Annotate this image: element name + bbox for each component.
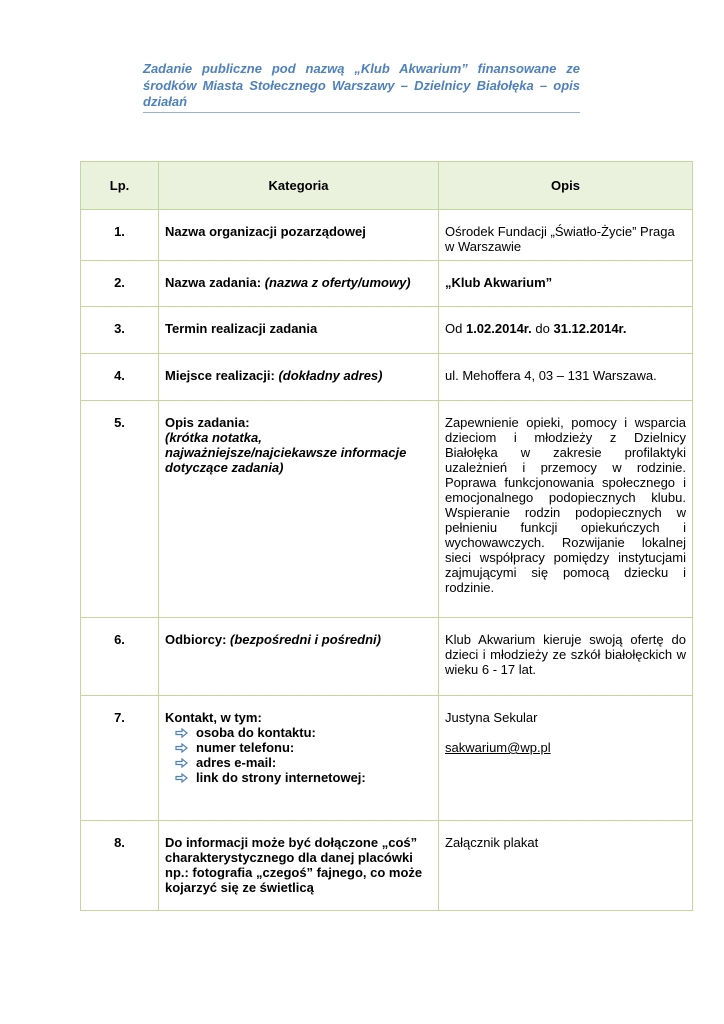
row-description bbox=[439, 696, 693, 821]
row-category: Do informacji może być dołączone „coś” charakterystycznego dla danej placówki np.: fotografia „czegoś” fajnego, co może kojarzyć się ze świetlicą bbox=[159, 821, 439, 911]
contact-item-label: numer telefonu: bbox=[196, 740, 295, 755]
row-category bbox=[159, 354, 439, 401]
contact-list bbox=[165, 725, 432, 785]
category-hint: (krótka notatka, najważniejsze/najciekawsze informacje dotyczące zadania) bbox=[165, 430, 407, 475]
table-row bbox=[81, 261, 693, 307]
row-category bbox=[159, 401, 439, 618]
table-row bbox=[81, 401, 693, 618]
table-row bbox=[81, 696, 693, 821]
row-number: 7. bbox=[81, 696, 159, 821]
column-header-category: Kategoria bbox=[159, 162, 439, 210]
table-row bbox=[81, 821, 693, 911]
date-prefix: Od bbox=[445, 321, 463, 336]
table-row bbox=[81, 210, 693, 261]
row-category bbox=[159, 618, 439, 696]
category-label: Opis zadania: bbox=[165, 415, 250, 430]
category-label: Odbiorcy: bbox=[165, 632, 227, 647]
category-hint: (dokładny adres) bbox=[278, 368, 383, 383]
row-description: Zapewnienie opieki, pomocy i wsparcia dzieciom i młodzieży z Dzielnicy Białołęka w zakresie profilaktyki uzależnień i przemocy w rodzinie. Poprawa funkcjonowania społecznego i emocjonalnego podopiecznych klubu. Wspieranie rodzin podopiecznych w pełnieniu funkcji opiekuńczych i wychowawczych. Rozwijanie lokalnej sieci współpracy pomiędzy instytucjami zajmującymi się pomocą dziecku i rodzinie. bbox=[439, 401, 693, 618]
row-number: 3. bbox=[81, 307, 159, 354]
category-hint: (nazwa z oferty/umowy) bbox=[264, 275, 411, 290]
row-number: 2. bbox=[81, 261, 159, 307]
row-category: Termin realizacji zadania bbox=[159, 307, 439, 354]
category-label: Kontakt, w tym: bbox=[165, 710, 262, 725]
table-row bbox=[81, 618, 693, 696]
row-number: 8. bbox=[81, 821, 159, 911]
list-item bbox=[175, 740, 432, 755]
table-row bbox=[81, 307, 693, 354]
date-separator: do bbox=[535, 321, 550, 336]
row-number: 5. bbox=[81, 401, 159, 618]
list-item bbox=[175, 770, 432, 785]
row-description: Załącznik plakat bbox=[439, 821, 693, 911]
title-underline bbox=[143, 112, 580, 113]
row-description: ul. Mehoffera 4, 03 – 131 Warszawa. bbox=[439, 354, 693, 401]
contact-item-label: adres e-mail: bbox=[196, 755, 277, 770]
arrow-right-icon bbox=[175, 773, 188, 783]
column-header-lp: Lp. bbox=[81, 162, 159, 210]
category-label: Miejsce realizacji: bbox=[165, 368, 275, 383]
table-row bbox=[81, 354, 693, 401]
document-title: Zadanie publiczne pod nazwą „Klub Akwarium” finansowane ze środków Miasta Stołecznego Warszawy – Dzielnicy Białołęka – opis działań bbox=[143, 61, 580, 109]
date-to: 31.12.2014r. bbox=[553, 321, 627, 336]
task-description-table bbox=[80, 161, 693, 911]
row-category bbox=[159, 261, 439, 307]
row-description: Klub Akwarium kieruje swoją ofertę do dzieci i młodzieży ze szkół białołęckich w wieku 6 - 17 lat. bbox=[439, 618, 693, 696]
row-number: 4. bbox=[81, 354, 159, 401]
arrow-right-icon bbox=[175, 728, 188, 738]
row-number: 6. bbox=[81, 618, 159, 696]
row-number: 1. bbox=[81, 210, 159, 261]
category-hint: (bezpośredni i pośredni) bbox=[230, 632, 381, 647]
row-category bbox=[159, 696, 439, 821]
row-description: Ośrodek Fundacji „Światło-Życie” Praga w Warszawie bbox=[439, 210, 693, 261]
list-item bbox=[175, 725, 432, 740]
date-from: 1.02.2014r. bbox=[465, 321, 532, 336]
contact-person: Justyna Sekular bbox=[445, 710, 538, 725]
row-description: „Klub Akwarium” bbox=[439, 261, 693, 307]
arrow-right-icon bbox=[175, 743, 188, 753]
contact-item-label: link do strony internetowej: bbox=[196, 770, 366, 785]
column-header-description: Opis bbox=[439, 162, 693, 210]
list-item bbox=[175, 755, 432, 770]
row-category: Nazwa organizacji pozarządowej bbox=[159, 210, 439, 261]
table-header-row bbox=[81, 162, 693, 210]
contact-item-label: osoba do kontaktu: bbox=[196, 725, 316, 740]
arrow-right-icon bbox=[175, 758, 188, 768]
row-description bbox=[439, 307, 693, 354]
category-label: Nazwa zadania: bbox=[165, 275, 262, 290]
email-link[interactable]: sakwarium@wp.pl bbox=[445, 740, 551, 755]
